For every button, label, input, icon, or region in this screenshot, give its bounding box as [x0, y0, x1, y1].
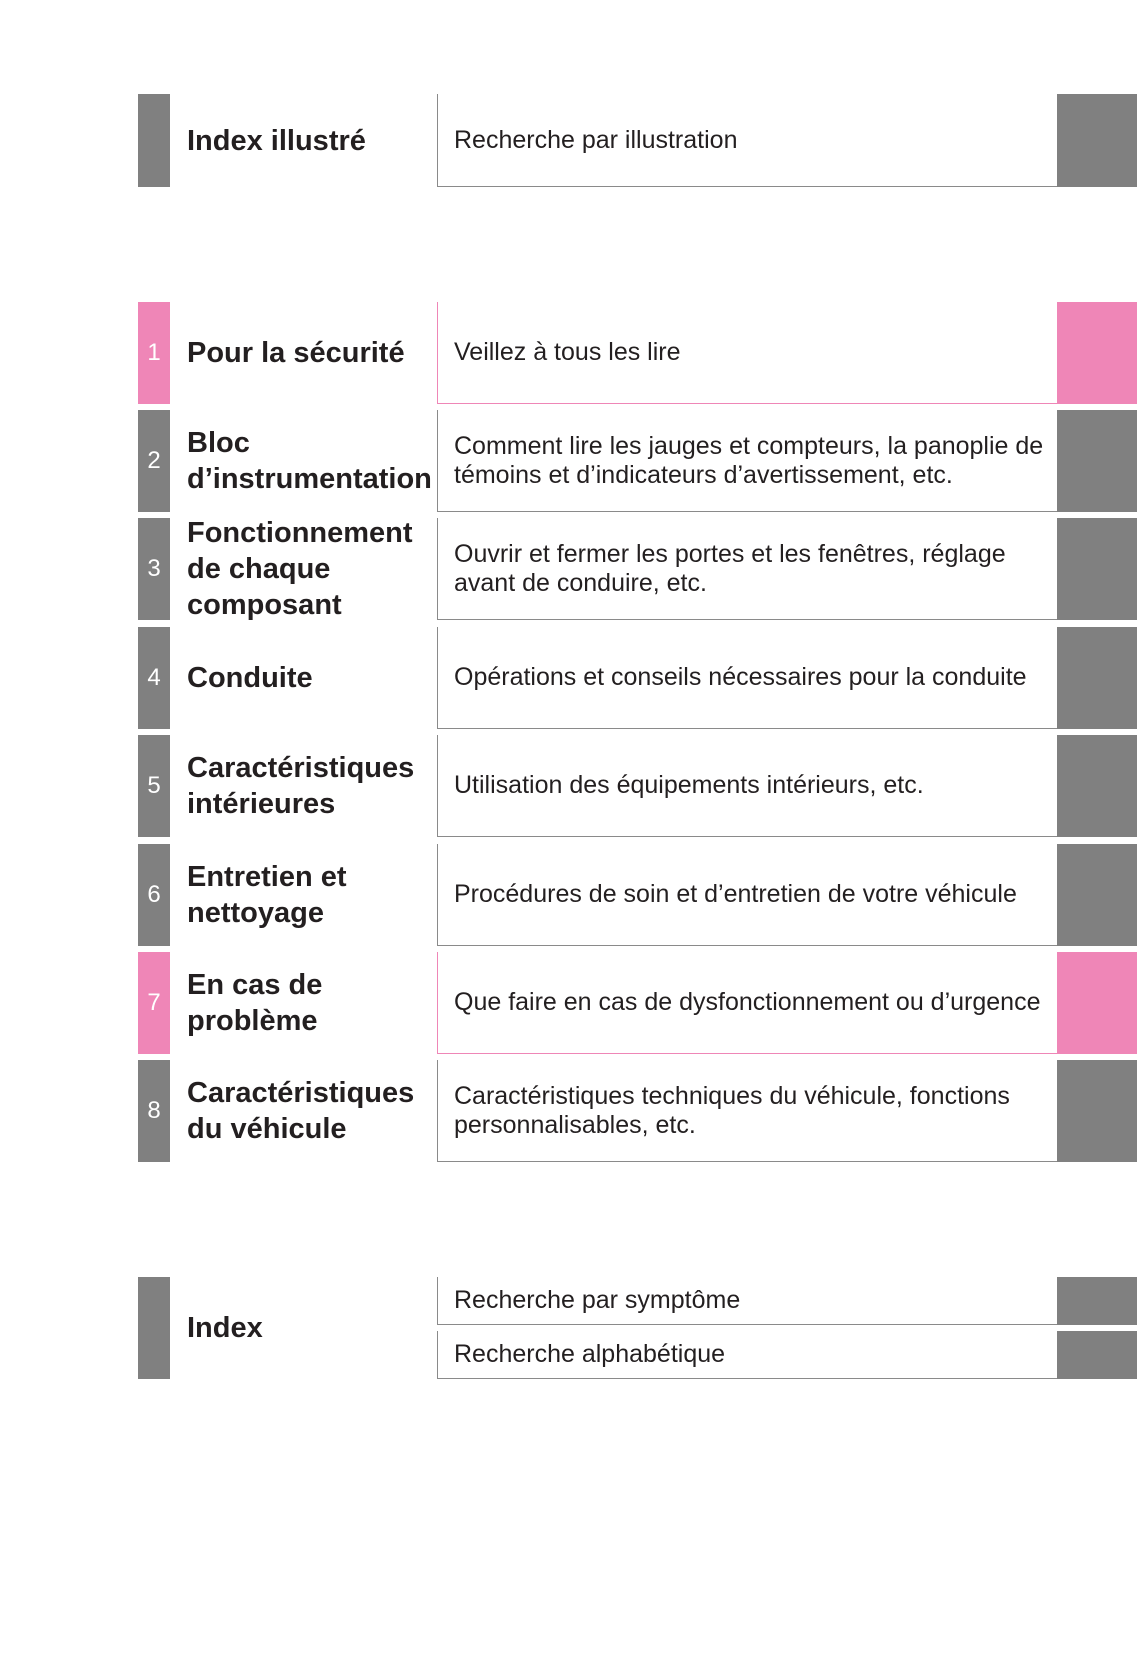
chapter-tab[interactable]	[1057, 952, 1137, 1054]
index-symptom-tab[interactable]	[1057, 1277, 1137, 1325]
index-alpha-row[interactable]	[0, 1331, 1142, 1379]
chapter-title: En cas de problème	[187, 969, 323, 1037]
chapter-number-marker: 8	[138, 1060, 170, 1162]
index-alphabetical-search[interactable]: Recherche alphabétique	[437, 1331, 1057, 1379]
index-title: Index	[187, 1312, 263, 1344]
chapter-5-row[interactable]	[0, 735, 1142, 837]
chapter-1-row[interactable]	[0, 302, 1142, 404]
chapter-number-marker: 5	[138, 735, 170, 837]
chapter-title: Entretien et nettoyage	[187, 861, 347, 929]
index-symptom-row[interactable]	[0, 1277, 1142, 1325]
chapter-7-row[interactable]	[0, 952, 1142, 1054]
chapter-tab[interactable]	[1057, 844, 1137, 946]
chapter-number-marker: 3	[138, 518, 170, 620]
illustrated-index-description: Recherche par illustration	[437, 94, 1057, 187]
chapter-2-row[interactable]	[0, 410, 1142, 512]
index-alphabetical-tab[interactable]	[1057, 1331, 1137, 1379]
chapter-tab[interactable]	[1057, 735, 1137, 837]
chapter-description: Caractéristiques techniques du véhicule, fonctions personnalisables, etc.	[437, 1060, 1057, 1162]
illustrated-index-tab[interactable]	[1057, 94, 1137, 187]
chapter-number-marker: 1	[138, 302, 170, 404]
chapter-number-marker: 4	[138, 627, 170, 729]
chapter-title: Bloc d’instrumentation	[187, 427, 432, 495]
chapter-number-marker: 2	[138, 410, 170, 512]
chapter-number-marker: 7	[138, 952, 170, 1054]
illustrated-index-marker	[138, 94, 170, 187]
chapter-description: Utilisation des équipements intérieurs, etc.	[437, 735, 1057, 837]
chapter-description: Procédures de soin et d’entretien de votre véhicule	[437, 844, 1057, 946]
index-symptom-search[interactable]: Recherche par symptôme	[437, 1277, 1057, 1325]
chapter-tab[interactable]	[1057, 410, 1137, 512]
chapter-title: Caractéristiques du véhicule	[187, 1077, 415, 1145]
chapter-description: Opérations et conseils nécessaires pour la conduite	[437, 627, 1057, 729]
illustrated-index-title: Index illustré	[187, 124, 366, 157]
chapter-3-row[interactable]	[0, 518, 1142, 620]
chapter-title: Pour la sécurité	[187, 337, 405, 369]
chapter-description: Comment lire les jauges et compteurs, la panoplie de témoins et d’indicateurs d’avertissement, etc.	[437, 410, 1057, 512]
chapter-4-row[interactable]	[0, 627, 1142, 729]
chapter-tab[interactable]	[1057, 1060, 1137, 1162]
chapter-6-row[interactable]	[0, 844, 1142, 946]
chapter-description: Ouvrir et fermer les portes et les fenêtres, réglage avant de conduire, etc.	[437, 518, 1057, 620]
chapter-description: Veillez à tous les lire	[437, 302, 1057, 404]
chapter-8-row[interactable]	[0, 1060, 1142, 1162]
chapter-tab[interactable]	[1057, 627, 1137, 729]
chapter-description: Que faire en cas de dysfonctionnement ou d’urgence	[437, 952, 1057, 1054]
chapter-title: Conduite	[187, 662, 313, 694]
chapter-number-marker: 6	[138, 844, 170, 946]
chapter-title: Fonctionnement de chaque composant	[187, 517, 413, 621]
chapter-tab[interactable]	[1057, 518, 1137, 620]
chapter-tab[interactable]	[1057, 302, 1137, 404]
chapter-title: Caractéristiques intérieures	[187, 752, 415, 820]
illustrated-index-row[interactable]	[0, 94, 1142, 187]
